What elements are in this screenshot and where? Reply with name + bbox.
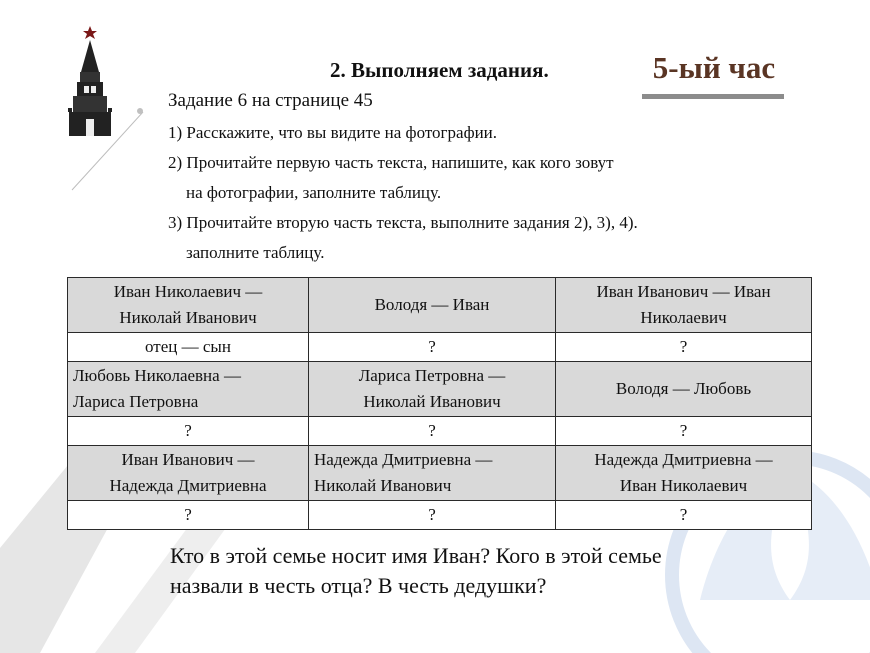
table-cell: Володя — Иван — [309, 278, 556, 333]
kremlin-tower-icon — [60, 20, 120, 140]
table-cell: Иван Николаевич — Николай Иванович — [68, 278, 309, 333]
table-cell: отец — сын — [68, 333, 309, 362]
table-row — [68, 333, 812, 362]
question-line: назвали в честь отца? В честь дедушки? — [170, 573, 547, 598]
task-title: Задание 6 на странице 45 — [168, 90, 373, 111]
table-cell: Володя — Любовь — [556, 362, 812, 417]
table-row — [68, 417, 812, 446]
section-heading: 2. Выполняем задания. — [330, 58, 549, 82]
family-relations-table — [67, 277, 812, 530]
table-cell: ? — [556, 501, 812, 530]
table-row — [68, 278, 812, 333]
table-cell: Надежда Дмитриевна — Иван Николаевич — [556, 446, 812, 501]
discussion-question — [170, 541, 790, 601]
table-row — [68, 446, 812, 501]
table-cell: ? — [556, 333, 812, 362]
table-cell: Иван Иванович — Надежда Дмитриевна — [68, 446, 309, 501]
table-cell: ? — [68, 501, 309, 530]
hour-badge: 5-ый час — [652, 50, 776, 85]
question-line: Кто в этой семье носит имя Иван? Кого в этой семье — [170, 543, 662, 568]
task-line: 3) Прочитайте вторую часть текста, выполните задания 2), 3), 4). — [168, 213, 638, 232]
table-cell: Надежда Дмитриевна — Николай Иванович — [309, 446, 556, 501]
task-line: заполните таблицу. — [186, 243, 325, 262]
task-line: 1) Расскажите, что вы видите на фотографии. — [168, 123, 498, 142]
table-row — [68, 501, 812, 530]
task-line: 2) Прочитайте первую часть текста, напишите, как кого зовут — [168, 153, 614, 172]
task-line: на фотографии, заполните таблицу. — [186, 183, 442, 202]
table-cell: ? — [309, 417, 556, 446]
table-row — [68, 362, 812, 417]
hour-badge-underline — [642, 94, 784, 99]
table-cell: Иван Иванович — Иван Николаевич — [556, 278, 812, 333]
table-cell: Лариса Петровна — Николай Иванович — [309, 362, 556, 417]
table-cell: Любовь Николаевна — Лариса Петровна — [68, 362, 309, 417]
table-cell: ? — [68, 417, 309, 446]
table-cell: ? — [309, 333, 556, 362]
table-cell: ? — [309, 501, 556, 530]
table-cell: ? — [556, 417, 812, 446]
